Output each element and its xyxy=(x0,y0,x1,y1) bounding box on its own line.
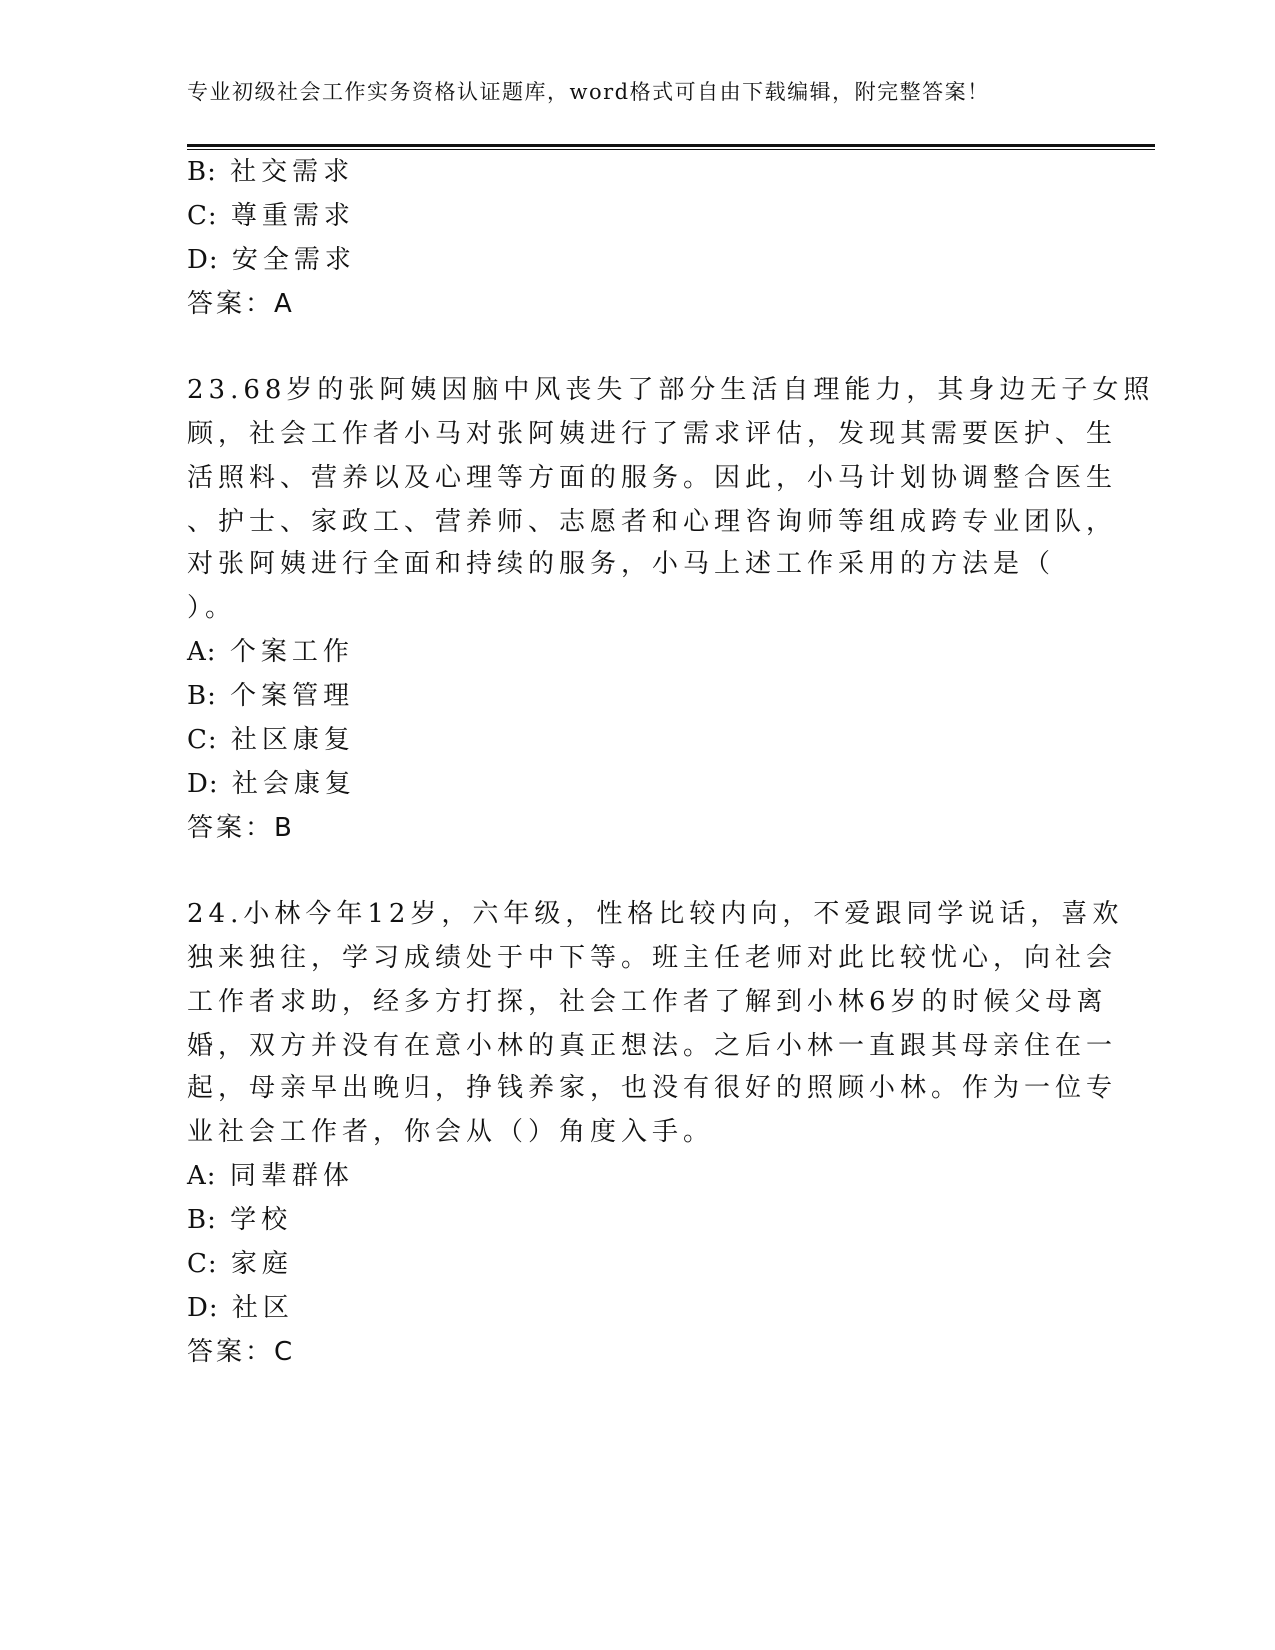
option-key: C: xyxy=(187,725,218,755)
option-c xyxy=(187,725,355,755)
question-24-line-6: 业社会工作者，你会从（）角度入手。 xyxy=(187,1117,715,1147)
header-divider-thin xyxy=(187,149,1155,150)
question-23-line-4: 、护士、家政工、营养师、志愿者和心理咨询师等组成跨专业团队， xyxy=(187,507,1118,537)
option-b xyxy=(187,1205,292,1235)
option-key: B: xyxy=(187,1205,217,1235)
option-a xyxy=(187,1161,354,1191)
option-key: D: xyxy=(187,769,219,799)
option-key: A: xyxy=(187,637,217,667)
option-text: 个案工作 xyxy=(229,637,354,667)
option-key: B: xyxy=(187,157,217,187)
answer-line: 答案：B xyxy=(187,813,295,843)
question-23-line-3: 活照料、营养以及心理等方面的服务。因此，小马计划协调整合医生 xyxy=(187,463,1118,493)
answer-line: 答案：C xyxy=(187,1337,296,1367)
option-d xyxy=(187,245,356,275)
option-key: A: xyxy=(187,1161,217,1191)
header-divider xyxy=(187,144,1155,147)
option-b xyxy=(187,157,354,187)
option-a xyxy=(187,637,354,667)
option-key: C: xyxy=(187,201,218,231)
question-23-line-6: ）。 xyxy=(187,593,237,623)
option-c xyxy=(187,201,355,231)
option-text: 家庭 xyxy=(230,1249,293,1279)
question-24-line-2: 独来独往，学习成绩处于中下等。班主任老师对此比较忧心，向社会 xyxy=(187,943,1118,973)
question-24-line-4: 婚，双方并没有在意小林的真正想法。之后小林一直跟其母亲住在一 xyxy=(187,1031,1118,1061)
option-key: B: xyxy=(187,681,217,711)
option-key: D: xyxy=(187,1293,219,1323)
option-key: D: xyxy=(187,245,219,275)
option-text: 社会康复 xyxy=(231,769,356,799)
option-text: 个案管理 xyxy=(230,681,355,711)
option-text: 学校 xyxy=(230,1205,293,1235)
question-24-line-5: 起，母亲早出晚归，挣钱养家，也没有很好的照顾小林。作为一位专 xyxy=(187,1073,1118,1103)
page-header: 专业初级社会工作实务资格认证题库，word格式可自由下载编辑，附完整答案！ xyxy=(187,80,990,104)
question-23-line-2: 顾，社会工作者小马对张阿姨进行了需求评估，发现其需要医护、生 xyxy=(187,419,1118,449)
option-d xyxy=(187,769,356,799)
option-text: 社区康复 xyxy=(230,725,355,755)
option-c xyxy=(187,1249,293,1279)
option-d xyxy=(187,1293,294,1323)
question-23-line-5: 对张阿姨进行全面和持续的服务，小马上述工作采用的方法是（ xyxy=(187,549,1056,579)
option-text: 社交需求 xyxy=(230,157,355,187)
option-b xyxy=(187,681,354,711)
answer-line: 答案：A xyxy=(187,289,295,319)
option-key: C: xyxy=(187,1249,218,1279)
question-24-line-3: 工作者求助，经多方打探，社会工作者了解到小林6岁的时候父母离 xyxy=(187,987,1108,1017)
option-text: 安全需求 xyxy=(231,245,356,275)
question-24-line-1: 24.小林今年12岁，六年级，性格比较内向，不爱跟同学说话，喜欢 xyxy=(187,899,1124,929)
question-23-line-1: 23.68岁的张阿姨因脑中风丧失了部分生活自理能力，其身边无子女照 xyxy=(187,375,1155,405)
option-text: 尊重需求 xyxy=(230,201,355,231)
option-text: 同辈群体 xyxy=(229,1161,354,1191)
option-text: 社区 xyxy=(231,1293,294,1323)
